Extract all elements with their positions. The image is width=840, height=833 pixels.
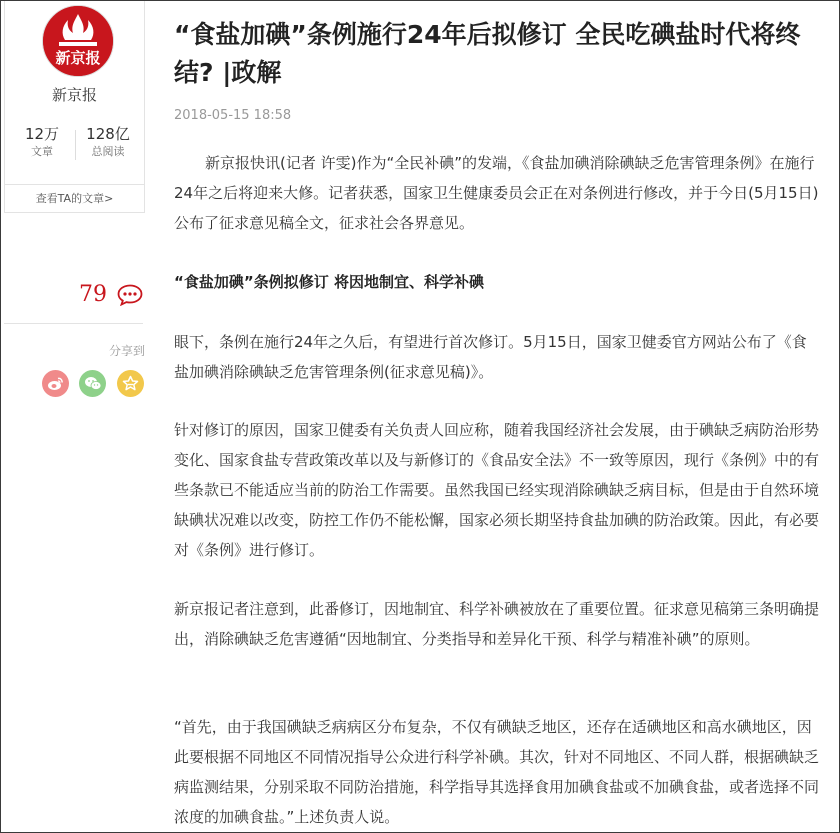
sidebar xyxy=(0,0,145,833)
stat-articles-value: 12万 xyxy=(24,125,60,143)
favorite-icon[interactable] xyxy=(117,370,144,397)
stat-reads-value: 128亿 xyxy=(86,125,130,143)
logo-flame-icon xyxy=(43,6,113,76)
stat-reads-label: 总阅读 xyxy=(91,145,125,158)
stat-reads xyxy=(78,124,138,160)
share-label: 分享到 xyxy=(108,344,145,358)
paragraph-intro: 新京报快讯(记者 许雯)作为“全民补碘”的发端，《食盐加碘消除碘缺乏危害管理条例》在施行24年之后将迎来大修。记者获悉，国家卫生健康委员会正在对条例进行修改，并于今日(5月15日)公布了征求意见稿全文，征求社会各界意见。 xyxy=(174,154,819,232)
weibo-icon[interactable] xyxy=(42,370,69,397)
wechat-icon[interactable] xyxy=(79,370,106,397)
paragraph: 眼下，条例在施行24年之久后，有望进行首次修订。5月15日，国家卫健委官方网站公布了《食盐加碘消除碘缺乏危害管理条例(征求意见稿)》。 xyxy=(174,333,807,381)
paragraph: 新京报记者注意到，此番修订，因地制宜、科学补碘被放在了重要位置。征求意见稿第三条明确提出，消除碘缺乏危害遵循“因地制宜、分类指导和差异化干预、科学与精准补碘”的原则。 xyxy=(174,600,820,648)
article-title: “食盐加碘”条例施行24年后拟修订 全民吃碘盐时代将终结? |政解 xyxy=(174,20,801,87)
author-logo[interactable] xyxy=(42,5,114,77)
comment-count[interactable]: 79 xyxy=(79,282,107,307)
stat-divider xyxy=(75,130,76,160)
section-heading: “食盐加碘”条例拟修订 将因地制宜、科学补碘 xyxy=(174,273,484,291)
sidebar-divider xyxy=(4,323,143,324)
author-card xyxy=(4,0,145,213)
comment-area[interactable] xyxy=(4,278,143,318)
paragraph: 针对修订的原因，国家卫健委有关负责人回应称，随着我国经济社会发展，由于碘缺乏病防治形势变化、国家食盐专营政策改革以及与新修订的《食品安全法》不一致等原因，现行《条例》中的有些条款已不能适应当前的防治工作需要。虽然我国已经实现消除碘缺乏病目标，但是由于自然环境缺碘状况难以改变，防控工作仍不能松懈，国家必须长期坚持食盐加碘的防治政策。因此，有必要对《条例》进行修订。 xyxy=(174,421,820,559)
author-name[interactable]: 新京报 xyxy=(51,86,97,104)
logo-text: 新京报 xyxy=(55,49,101,67)
author-stats xyxy=(5,124,144,164)
stat-articles-label: 文章 xyxy=(31,145,53,158)
paragraph: “首先，由于我国碘缺乏病病区分布复杂，不仅有碘缺乏地区，还存在适碘地区和高水碘地区，因此要根据不同地区不同情况指导公众进行科学补碘。其次，针对不同地区、不同人群，根据碘缺乏病监测结果，分别采取不同防治措施，科学指导其选择食用加碘食盐或不加碘食盐，或者选择不同浓度的加碘食盐。”上述负责人说。 xyxy=(174,718,820,826)
share-icons xyxy=(42,370,152,398)
card-divider xyxy=(5,184,144,185)
view-articles-link[interactable]: 查看TA的文章> xyxy=(35,192,114,205)
publish-date: 2018-05-15 18:58 xyxy=(174,108,292,123)
stat-articles xyxy=(12,124,72,160)
comment-bubble-icon[interactable] xyxy=(117,284,143,310)
